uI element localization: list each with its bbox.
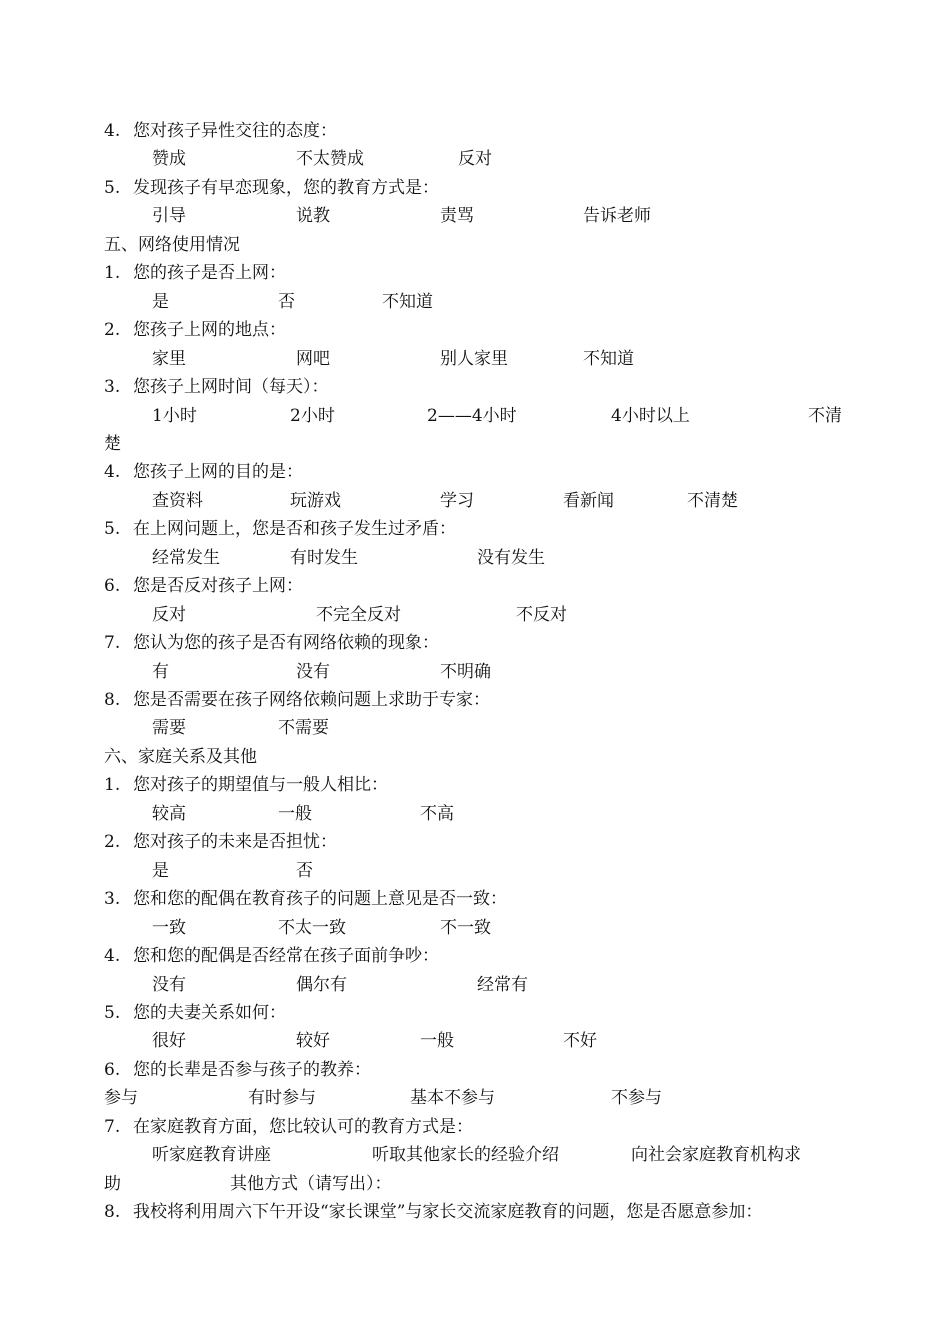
answer-option: 反对 — [458, 149, 492, 170]
answer-option: 不好 — [563, 1031, 597, 1052]
answer-option: 看新闻 — [563, 490, 614, 511]
answer-option: 需要 — [152, 718, 186, 739]
answer-option: 不参与 — [611, 1088, 662, 1109]
answer-option: 不清 — [808, 405, 842, 426]
question-line — [104, 629, 439, 657]
answer-option: 偶尔有 — [296, 974, 347, 995]
answer-option: 较高 — [152, 803, 186, 824]
answer-option: 经常有 — [477, 974, 528, 995]
answer-option: 责骂 — [440, 206, 474, 227]
answer-option: 较好 — [296, 1031, 330, 1052]
question-line — [104, 515, 456, 543]
question-line — [104, 1198, 762, 1226]
answer-option: 是 — [152, 291, 169, 312]
question-line — [104, 885, 507, 913]
options-line — [0, 544, 950, 572]
question-number: 6. — [104, 1059, 121, 1080]
question-text: 您是否需要在孩子网络依赖问题上求助于专家： — [133, 690, 490, 710]
options-line — [0, 288, 950, 316]
answer-option: 经常发生 — [152, 547, 220, 568]
question-text: 您认为您的孩子是否有网络依赖的现象： — [133, 633, 439, 654]
answer-option: 楚 — [104, 433, 121, 454]
question-text: 您的夫妻关系如何： — [133, 1002, 286, 1023]
options-line — [0, 145, 950, 173]
answer-option: 说教 — [296, 206, 330, 227]
options-line — [0, 345, 950, 373]
question-number: 4. — [104, 946, 121, 967]
question-number: 3. — [104, 377, 121, 398]
section-heading: 六、家庭关系及其他 — [104, 746, 257, 767]
options-line — [0, 714, 950, 742]
question-text: 您对孩子的期望值与一般人相比： — [133, 775, 388, 796]
question-number: 5. — [104, 177, 121, 198]
question-number: 1. — [104, 263, 121, 284]
answer-option: 1小时 — [152, 405, 197, 426]
question-text: 您和您的配偶在教育孩子的问题上意见是否一致： — [133, 889, 507, 910]
question-number: 5. — [104, 1002, 121, 1023]
question-text: 您对孩子异性交往的态度： — [133, 121, 337, 141]
question-number: 7. — [104, 633, 121, 654]
answer-option: 不知道 — [583, 348, 634, 369]
section-heading: 五、网络使用情况 — [104, 234, 240, 255]
question-line — [104, 1056, 371, 1084]
answer-option: 不明确 — [440, 661, 491, 682]
answer-option: 网吧 — [296, 348, 330, 369]
question-text: 发现孩子有早恋现象，您的教育方式是： — [133, 177, 439, 198]
question-line — [104, 259, 286, 287]
answer-option: 不知道 — [382, 291, 433, 312]
answer-option: 一致 — [152, 917, 186, 938]
options-line — [0, 202, 950, 230]
question-number: 4. — [104, 121, 121, 141]
question-text: 在家庭教育方面，您比较认可的教育方式是： — [133, 1116, 473, 1137]
answer-option: 不一致 — [440, 917, 491, 938]
answer-option: 一般 — [278, 803, 312, 824]
answer-option: 没有 — [152, 974, 186, 995]
answer-option: 基本不参与 — [410, 1088, 495, 1109]
question-number: 2. — [104, 832, 121, 853]
options-line — [0, 914, 950, 942]
question-number: 3. — [104, 889, 121, 910]
question-text: 您和您的配偶是否经常在孩子面前争吵： — [133, 946, 439, 967]
question-text: 在上网问题上，您是否和孩子发生过矛盾： — [133, 519, 456, 540]
answer-option: 助 — [104, 1173, 121, 1194]
question-line — [104, 117, 337, 145]
options-line — [0, 1170, 950, 1198]
answer-option: 听取其他家长的经验介绍 — [372, 1145, 559, 1166]
question-line — [104, 316, 286, 344]
question-line — [104, 174, 439, 202]
answer-option: 有时参与 — [248, 1088, 316, 1109]
answer-option: 没有 — [296, 661, 330, 682]
answer-option: 有时发生 — [290, 547, 358, 568]
options-line — [0, 402, 950, 430]
answer-option: 别人家里 — [440, 348, 508, 369]
question-text: 您的长辈是否参与孩子的教养： — [133, 1059, 371, 1080]
answer-option: 2——4小时 — [427, 405, 517, 426]
options-line — [0, 658, 950, 686]
question-number: 1. — [104, 775, 121, 796]
question-text: 您的孩子是否上网： — [133, 263, 286, 284]
answer-option: 一般 — [420, 1031, 454, 1052]
answer-option: 不反对 — [516, 604, 567, 625]
question-text: 您孩子上网时间（每天）： — [133, 377, 329, 398]
options-line — [0, 971, 950, 999]
question-number: 8. — [104, 1202, 121, 1223]
answer-option: 不需要 — [278, 718, 329, 739]
question-text: 您对孩子的未来是否担忧： — [133, 832, 337, 853]
answer-option: 否 — [296, 860, 313, 881]
answer-option: 参与 — [104, 1088, 138, 1109]
options-line — [0, 800, 950, 828]
answer-option: 玩游戏 — [290, 490, 341, 511]
question-text: 您是否反对孩子上网： — [133, 576, 303, 597]
question-line — [104, 999, 286, 1027]
answer-option: 查资料 — [152, 490, 203, 511]
question-line — [104, 1113, 473, 1141]
question-number: 4. — [104, 462, 121, 483]
question-number: 7. — [104, 1116, 121, 1137]
question-line — [104, 686, 490, 714]
answer-option: 学习 — [440, 490, 474, 511]
question-text: 您孩子上网的目的是： — [133, 462, 303, 483]
options-line — [0, 1027, 950, 1055]
question-line — [104, 771, 388, 799]
answer-option: 赞成 — [152, 149, 186, 170]
answer-option: 不太赞成 — [296, 149, 364, 170]
answer-option: 没有发生 — [477, 547, 545, 568]
options-line — [0, 430, 950, 458]
answer-option: 是 — [152, 860, 169, 881]
question-line — [104, 828, 337, 856]
answer-option: 向社会家庭教育机构求 — [631, 1145, 801, 1166]
answer-option: 很好 — [152, 1031, 186, 1052]
question-line — [104, 373, 329, 401]
answer-option: 反对 — [152, 604, 186, 625]
options-line — [0, 857, 950, 885]
question-number: 5. — [104, 519, 121, 540]
answer-option: 家里 — [152, 348, 186, 369]
answer-option: 4小时以上 — [611, 405, 690, 426]
answer-option: 不太一致 — [278, 917, 346, 938]
answer-option: 不清楚 — [687, 490, 738, 511]
question-number: 6. — [104, 576, 121, 597]
question-number: 8. — [104, 690, 121, 710]
answer-option: 不高 — [420, 803, 454, 824]
options-line — [0, 487, 950, 515]
answer-option: 有 — [152, 661, 169, 682]
answer-option: 2小时 — [290, 405, 335, 426]
options-line — [0, 1141, 950, 1169]
options-line — [0, 1084, 950, 1112]
question-number: 2. — [104, 320, 121, 341]
options-line — [0, 601, 950, 629]
answer-option: 听家庭教育讲座 — [152, 1145, 271, 1166]
answer-option: 其他方式（请写出）： — [230, 1173, 392, 1194]
answer-option: 告诉老师 — [583, 206, 651, 227]
answer-option: 否 — [278, 291, 295, 312]
question-line — [104, 572, 303, 600]
question-text: 我校将利用周六下午开设“家长课堂”与家长交流家庭教育的问题，您是否愿意参加： — [133, 1202, 763, 1223]
answer-option: 引导 — [152, 206, 186, 227]
question-line — [104, 942, 439, 970]
question-text: 您孩子上网的地点： — [133, 320, 286, 341]
question-line — [104, 458, 303, 486]
answer-option: 不完全反对 — [316, 604, 401, 625]
